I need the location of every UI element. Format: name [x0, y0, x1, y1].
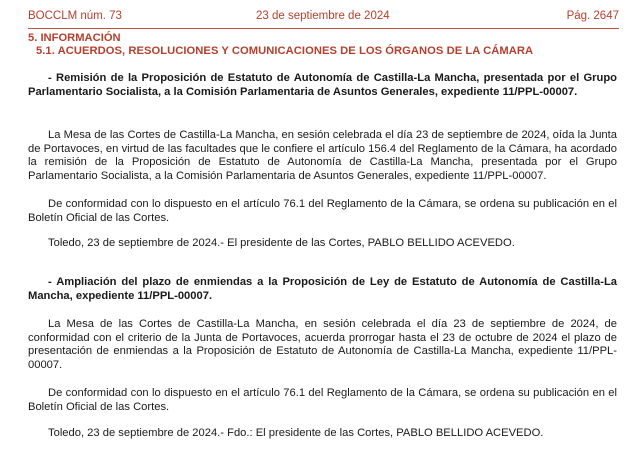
subsection-title: 5.1. ACUERDOS, RESOLUCIONES Y COMUNICACIONES DE LOS ÓRGANOS DE LA CÁMARA [36, 45, 534, 57]
item-2-paragraph-1: La Mesa de las Cortes de Castilla-La Mancha, en sesión celebrada el día 23 de septiembre de 2024, de conformidad con el criterio de la Junta de Portavoces, acuerda prorrogar hasta el 23 de octubre de 2024 el plazo de presentación de enmiendas a la Proposición de Estatuto de Autonomía de Castilla-La Mancha, expediente 11/PPL-00007. [28, 318, 617, 371]
item-1-heading: - Remisión de la Proposición de Estatuto de Autonomía de Castilla-La Mancha, presentada por el Grupo Parlamentario Socialista, a la Comisión Parlamentaria de Asuntos Generales, expediente 11/PPL-00007. [28, 72, 617, 98]
header-divider [28, 28, 619, 29]
item-2-signature: Toledo, 23 de septiembre de 2024.- Fdo.: El presidente de las Cortes, PABLO BELLIDO ACEVEDO. [48, 427, 544, 439]
item-1-paragraph-2: De conformidad con lo dispuesto en el artículo 76.1 del Reglamento de la Cámara, se ordena su publicación en el Boletín Oficial de las Cortes. [28, 198, 617, 224]
item-2-paragraph-2: De conformidad con lo dispuesto en el artículo 76.1 del Reglamento de la Cámara, se ordena su publicación en el Boletín Oficial de las Cortes. [28, 387, 617, 413]
item-1-paragraph-1: La Mesa de las Cortes de Castilla-La Mancha, en sesión celebrada el día 23 de septiembre de 2024, oída la Junta de Portavoces, en virtud de las facultades que le confiere el artículo 156.4 del Reglamento de la Cámara, ha acordado la remisión de la Proposición de Estatuto de Autonomía de Castilla-La Mancha, presentada por el Grupo Parlamentario Socialista, a la Comisión Parlamentaria de Asuntos Generales, expediente 11/PPL-00007. [28, 129, 617, 182]
page-header [28, 10, 619, 26]
item-2-heading: - Ampliación del plazo de enmiendas a la Proposición de Ley de Estatuto de Autonomía de Castilla-La Mancha, expediente 11/PPL-00007. [28, 276, 617, 302]
bulletin-date: 23 de septiembre de 2024 [256, 10, 390, 22]
item-1-signature: Toledo, 23 de septiembre de 2024.- El presidente de las Cortes, PABLO BELLIDO ACEVEDO. [48, 237, 515, 249]
bulletin-number: BOCCLM núm. 73 [28, 10, 122, 22]
section-title: 5. INFORMACIÓN [28, 32, 121, 44]
page-number: Pág. 2647 [566, 10, 619, 22]
